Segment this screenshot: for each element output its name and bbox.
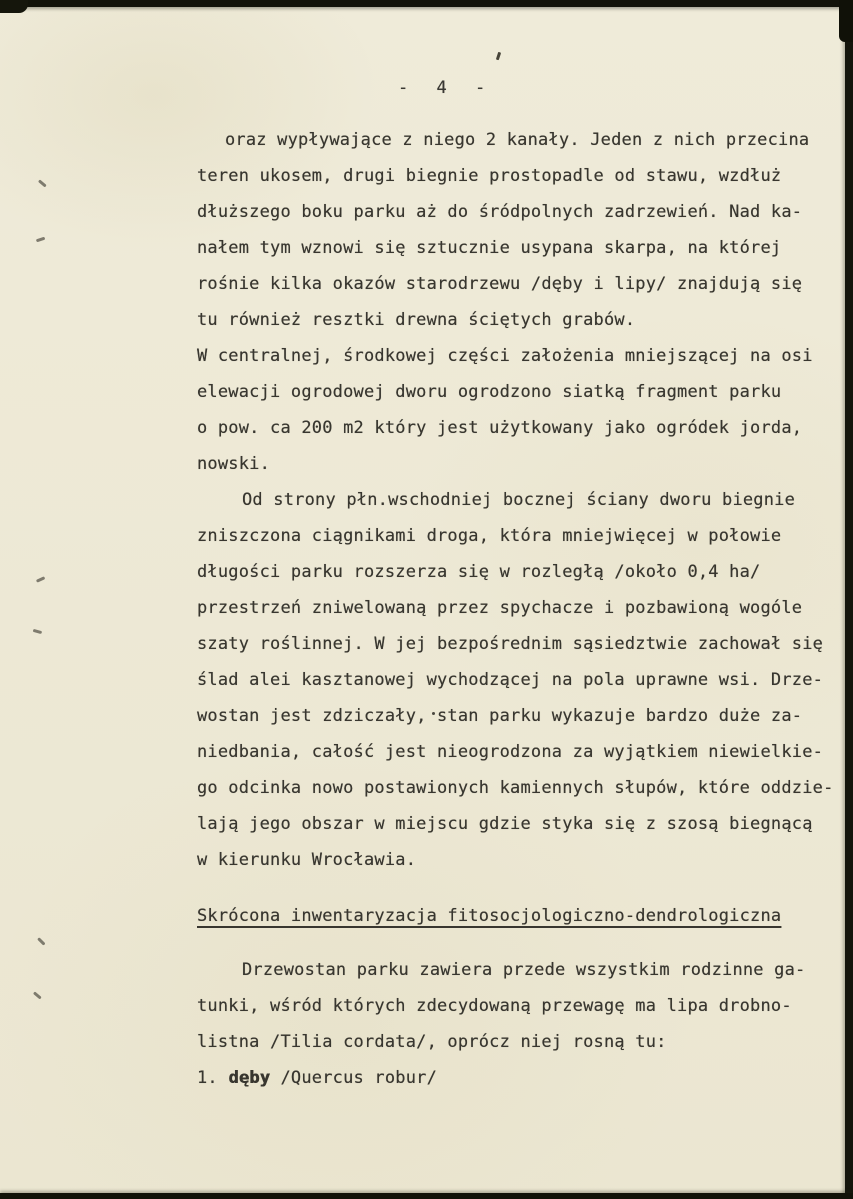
text-line: Od strony płn.wschodniej bocznej ściany dworu biegnie xyxy=(242,490,796,510)
text-line: wostan jest zdziczały, stan parku wykazuje bardzo duże za- xyxy=(197,706,803,726)
scan-edge-top xyxy=(0,0,853,7)
text-block xyxy=(197,122,834,1096)
text-line: go odcinka nowo postawionych kamiennych słupów, które oddzie- xyxy=(197,778,834,798)
list-item-species: dęby xyxy=(228,1068,271,1088)
text-line: elewacji ogrodowej dworu ogrodzono siatką fragment parku xyxy=(197,382,782,402)
section-heading: Skrócona inwentaryzacja fitosocjologiczno-dendrologiczna xyxy=(197,906,782,926)
text-line: W centralnej, środkowej części założenia mniejszącej na osi xyxy=(197,346,813,366)
pencil-mark xyxy=(37,937,45,945)
pencil-mark xyxy=(38,179,47,187)
text-line: szaty roślinnej. W jej bezpośrednim sąsiedztwie zachował się xyxy=(197,634,824,654)
text-line: ślad alei kasztanowej wychodzącej na pola uprawne wsi. Drze- xyxy=(197,670,824,690)
scan-edge-right xyxy=(845,0,853,1199)
text-line: dłuższego boku parku aż do śródpolnych zadrzewień. Nad ka- xyxy=(197,202,803,222)
pencil-mark xyxy=(36,237,45,242)
text-line: tunki, wśród których zdecydowaną przewagę ma lipa drobno- xyxy=(197,996,792,1016)
scan-corner-top-left xyxy=(0,0,28,13)
page-number: - 4 - xyxy=(398,78,486,98)
text-line: w kierunku Wrocławia. xyxy=(197,850,417,870)
text-line: nowski. xyxy=(197,454,271,474)
list-item-latin: /Quercus robur/ xyxy=(270,1068,438,1088)
pencil-mark xyxy=(33,991,42,999)
text-line: zniszczona ciągnikami droga, która mniejwięcej w połowie xyxy=(197,526,782,546)
text-line: listna /Tilia cordata/, oprócz niej rosną tu: xyxy=(197,1032,667,1052)
list-item-number: 1. xyxy=(197,1068,229,1088)
text-line: nałem tym wznowi się sztucznie usypana skarpa, na której xyxy=(197,238,782,258)
ink-speck xyxy=(496,52,501,60)
text-line: przestrzeń zniwelowaną przez spychacze i pozbawioną wogóle xyxy=(197,598,803,618)
text-line: Drzewostan parku zawiera przede wszystkim rodzinne ga- xyxy=(242,960,806,980)
text-line: niedbania, całość jest nieogrodzona za wyjątkiem niewielkie- xyxy=(197,742,824,762)
text-line: długości parku rozszerza się w rozległą /około 0,4 ha/ xyxy=(197,562,761,582)
text-line: lają jego obszar w miejscu gdzie styka się z szosą biegnącą xyxy=(197,814,813,834)
scan-corner-top-right xyxy=(839,0,853,42)
text-line: oraz wypływające z niego 2 kanały. Jeden z nich przecina xyxy=(225,130,810,150)
list-item-oaks xyxy=(197,1060,823,1096)
pencil-mark xyxy=(36,576,45,582)
pencil-mark xyxy=(33,629,42,634)
text-line: o pow. ca 200 m2 który jest użytkowany jako ogródek jorda, xyxy=(197,418,803,438)
scan-edge-bottom xyxy=(0,1193,853,1199)
text-line: tu również resztki drewna ściętych grabów. xyxy=(197,310,636,330)
text-line: teren ukosem, drugi biegnie prostopadle od stawu, wzdłuż xyxy=(197,166,782,186)
text-line: rośnie kilka okazów starodrzewu /dęby i lipy/ znajdują się xyxy=(197,274,803,294)
